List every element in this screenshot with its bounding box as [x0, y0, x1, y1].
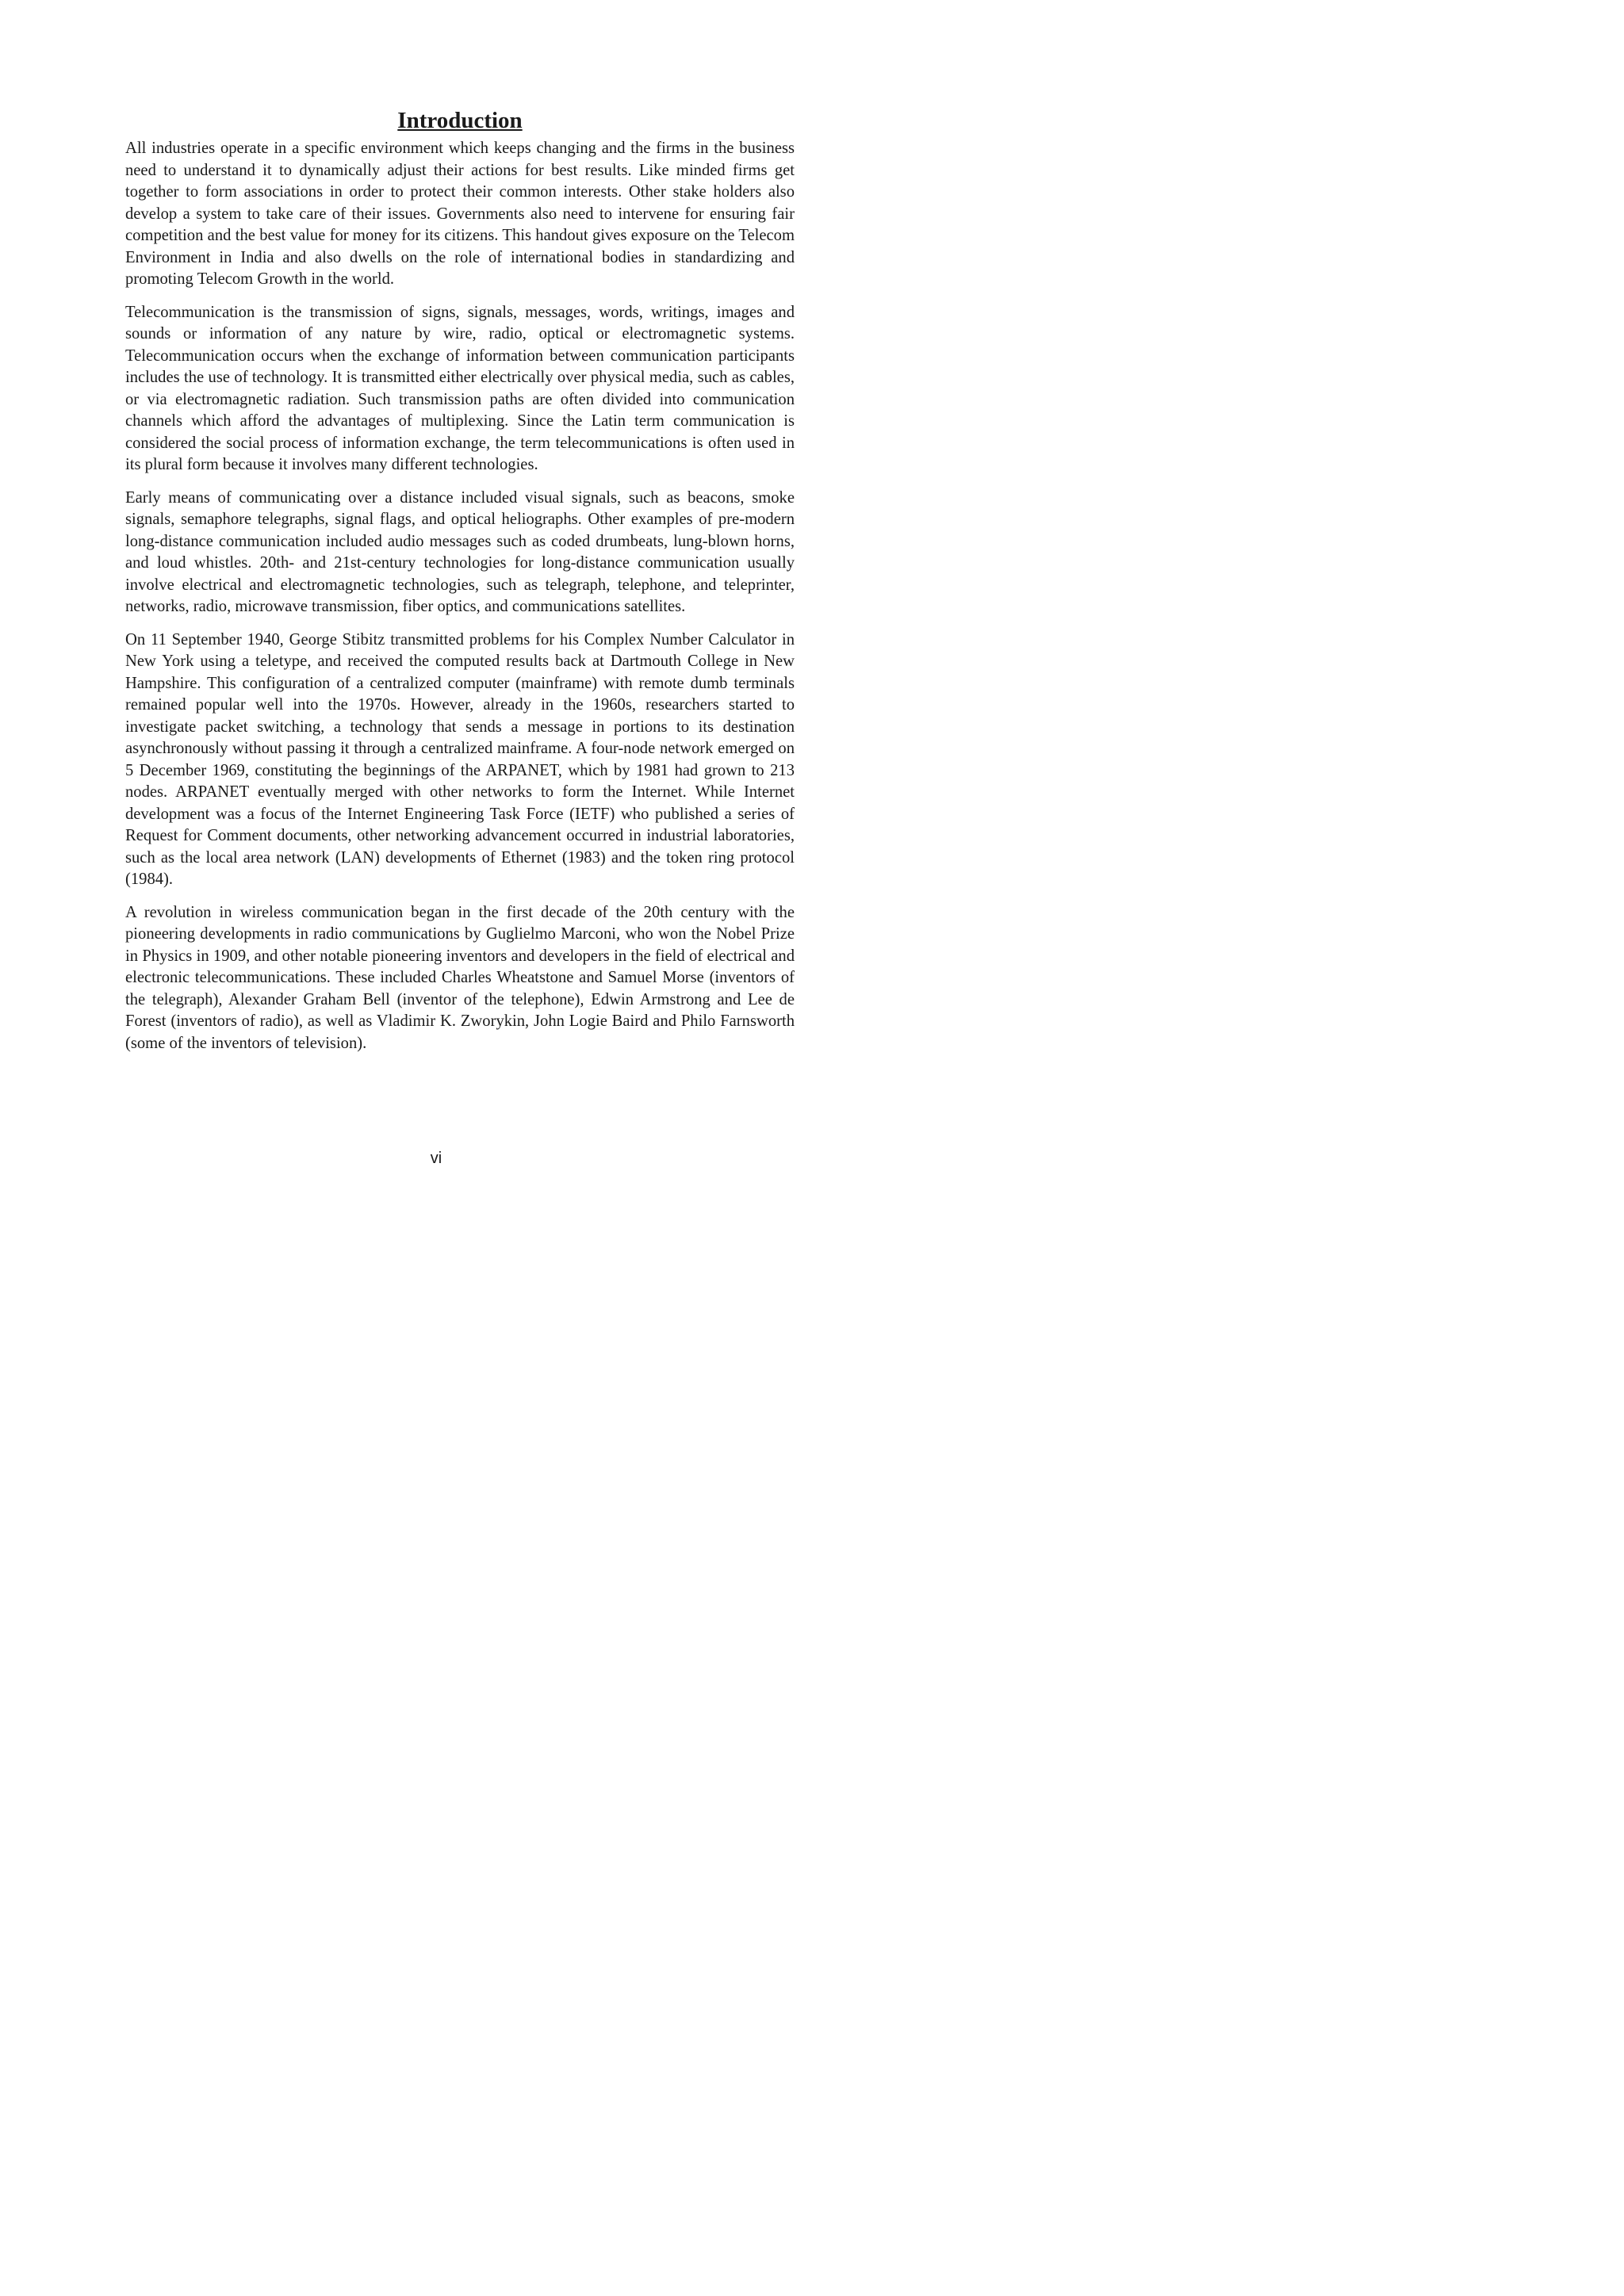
document-page — [0, 0, 872, 1234]
document-body — [125, 106, 795, 1066]
paragraph-intro: All industries operate in a specific environment which keeps changing and the firms in the business need to understand it to dynamically adjust their actions for best results. Like minded firms get together to form associations in order to protect their common interests. Other stake holders also develop a system to take care of their issues. Governments also need to intervene for ensuring fair competition and the best value for money for its citizens. This handout gives exposure on the Telecom Environment in India and also dwells on the role of international bodies in standardizing and promoting Telecom Growth in the world. — [125, 140, 795, 288]
paragraph-stibitz-arpanet: On 11 September 1940, George Stibitz transmitted problems for his Complex Number Calculator in New York using a teletype, and received the computed results back at Dartmouth College in New Hampshire. This configuration of a centralized computer (mainframe) with remote dumb terminals remained popular well into the 1970s. However, already in the 1960s, researchers started to investigate packet switching, a technology that sends a message in portions to its destination asynchronously without passing it through a centralized mainframe. A four-node network emerged on 5 December 1969, constituting the beginnings of the ARPANET, which by 1981 had grown to 213 nodes. ARPANET eventually merged with other networks to form the Internet. While Internet development was a focus of the Internet Engineering Task Force (IETF) who published a series of Request for Comment documents, other networking advancement occurred in industrial laboratories, such as the local area network (LAN) developments of Ethernet (1983) and the token ring protocol (1984). — [125, 630, 795, 888]
paragraph-early-means: Early means of communicating over a distance included visual signals, such as beacons, smoke signals, semaphore telegraphs, signal flags, and optical heliographs. Other examples of pre-modern long-distance communication included audio messages such as coded drumbeats, lung-blown horns, and loud whistles. 20th- and 21st-century technologies for long-distance communication usually involve electrical and electromagnetic technologies, such as telegraph, telephone, and teleprinter, networks, radio, microwave transmission, fiber optics, and communications satellites. — [125, 488, 795, 615]
page-number: vi — [430, 1150, 442, 1167]
paragraph-telecommunication-definition: Telecommunication is the transmission of signs, signals, messages, words, writings, images and sounds or information of any nature by wire, radio, optical or electromagnetic systems. Telecommunication occurs when the exchange of information between communication participants includes the use of technology. It is transmitted either electrically over physical media, such as cables, or via electromagnetic radiation. Such transmission paths are often divided into communication channels which afford the advantages of multiplexing. Since the Latin term communication is considered the social process of information exchange, the term telecommunications is often used in its plural form because it involves many different technologies. — [125, 303, 795, 473]
paragraph-wireless-revolution: A revolution in wireless communication began in the first decade of the 20th century with the pioneering developments in radio communications by Guglielmo Marconi, who won the Nobel Prize in Physics in 1909, and other notable pioneering inventors and developers in the field of electrical and electronic telecommunications. These included Charles Wheatstone and Samuel Morse (inventors of the telegraph), Alexander Graham Bell (inventor of the telephone), Edwin Armstrong and Lee de Forest (inventors of radio), as well as Vladimir K. Zworykin, John Logie Baird and Philo Farnsworth (some of the inventors of television). — [125, 903, 795, 1052]
page-title: Introduction — [397, 108, 523, 133]
